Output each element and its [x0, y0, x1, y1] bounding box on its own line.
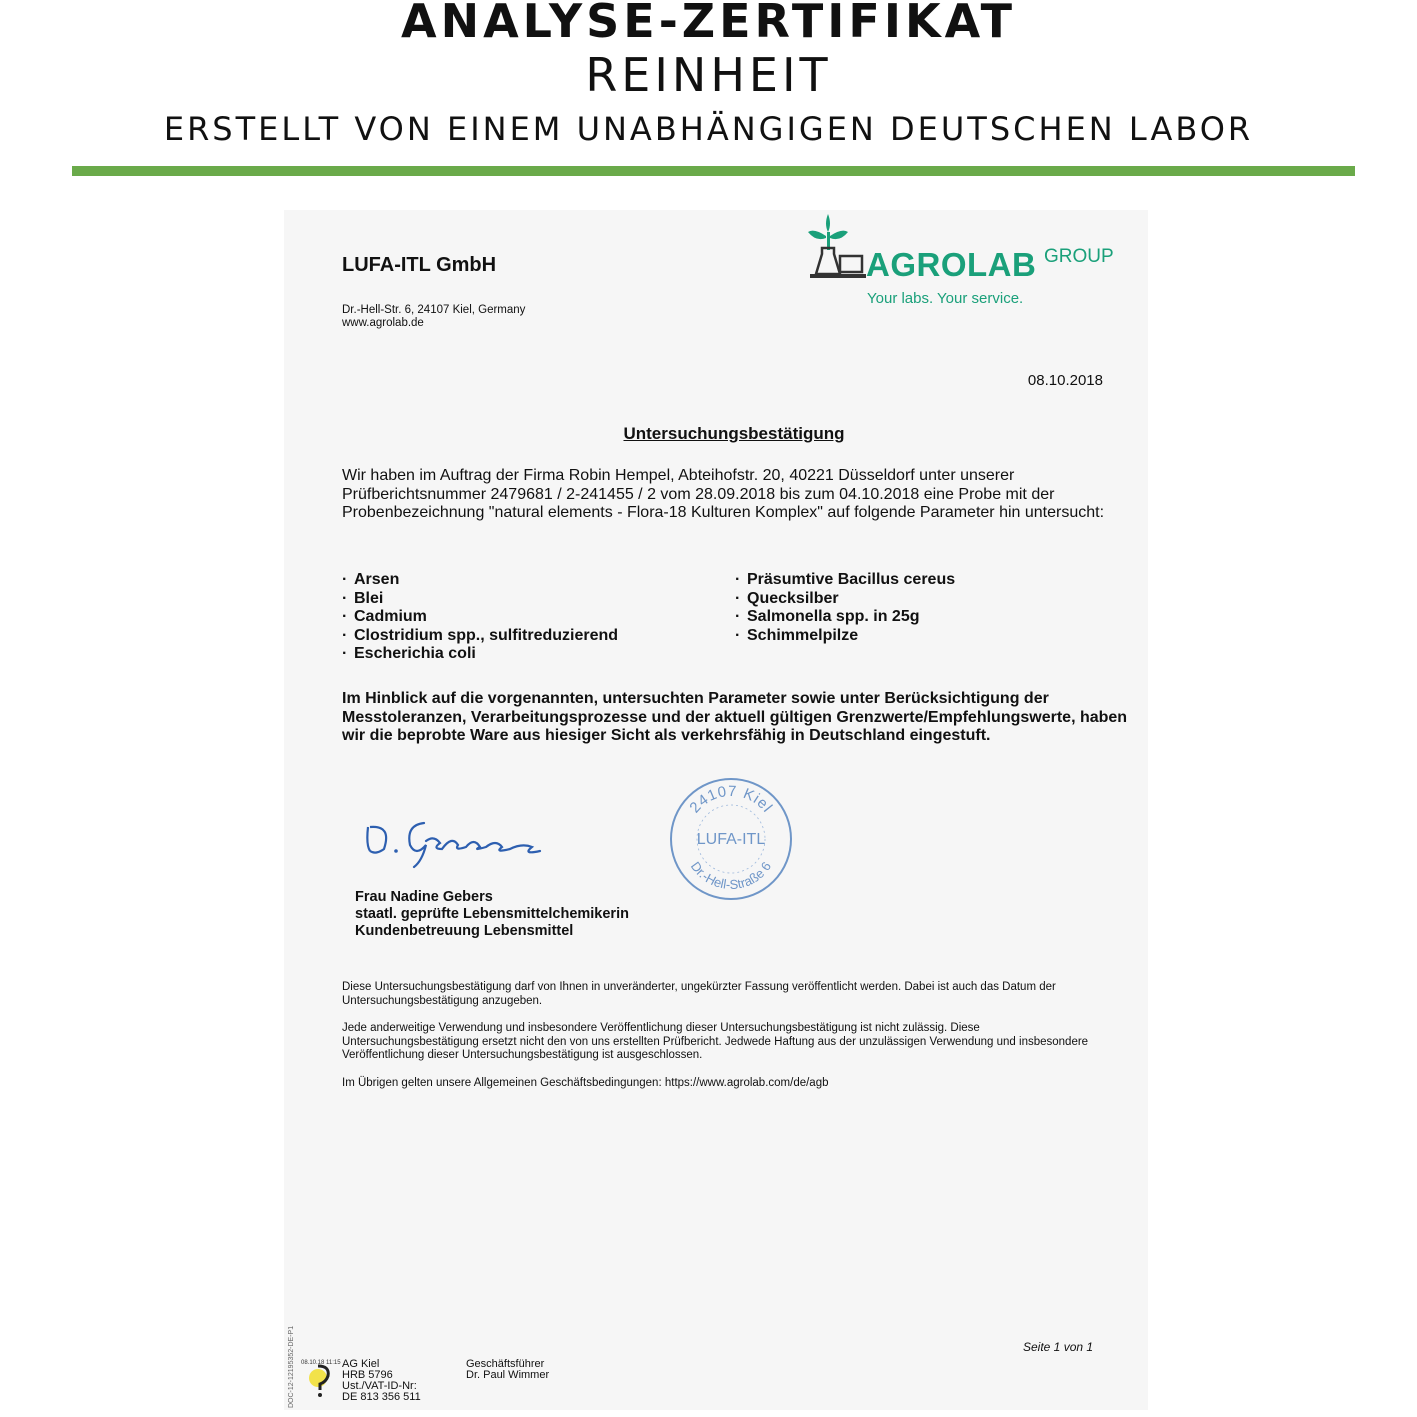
lab-stamp	[668, 776, 794, 902]
parameter-item: · Blei	[342, 590, 618, 609]
svg-text:24107 Kiel: 24107 Kiel	[686, 782, 776, 817]
footer-line: AG Kiel	[342, 1358, 380, 1370]
parameter-item: · Schimmelpilze	[735, 627, 955, 646]
handwritten-signature	[362, 805, 552, 871]
company-website: www.agrolab.de	[342, 317, 424, 329]
svg-text:Dr.-Hell-Straße 6: Dr.-Hell-Straße 6	[687, 858, 775, 893]
agrolab-logo-group: GROUP	[1044, 246, 1114, 267]
letter-verdict: Im Hinblick auf die vorgenannten, untersuchten Parameter sowie unter Berücksichtigung der Messtoleranzen, Verarbeitungsprozesse und der aktuell gültigen Grenzwerte/Empfehlungswerte, haben wir die beprobte Ware aus hiesiger Sicht als verkehrsfähig in Deutschland eingestuft.	[342, 690, 1128, 745]
lab-letter	[284, 210, 1148, 1410]
parameter-item: · Arsen	[342, 571, 618, 590]
footer-line: HRB 5796	[342, 1369, 393, 1381]
svg-text:LUFA-ITL: LUFA-ITL	[696, 831, 766, 848]
company-name: LUFA-ITL GmbH	[342, 254, 497, 276]
signer-name: Frau Nadine Gebers	[355, 889, 493, 905]
parameter-list-left	[342, 571, 618, 664]
agrolab-logo-name: AGROLAB	[866, 246, 1037, 283]
fine-print-publication: Diese Untersuchungsbestätigung darf von Ihnen in unveränderter, ungekürzter Fassung veröffentlicht werden. Dabei ist auch das Datum der Untersuchungsbestätigung anzugeben.	[342, 981, 1056, 1007]
agrolab-logo-icon	[804, 210, 866, 284]
signer-department: Kundenbetreuung Lebensmittel	[355, 923, 574, 939]
parameter-list-right	[735, 571, 955, 645]
document-code: DOC-12-12195352-DE-P1	[288, 1325, 295, 1408]
company-address: Dr.-Hell-Str. 6, 24107 Kiel, Germany	[342, 304, 526, 316]
parameter-item: · Clostridium spp., sulfitreduzierend	[342, 627, 618, 646]
footer-print-time: 08.10.18 11:15	[301, 1360, 341, 1366]
company-address-block	[342, 304, 525, 330]
footer-registration	[342, 1359, 421, 1403]
letter-title: Untersuchungsbestätigung	[623, 424, 845, 443]
footer-line: DE 813 356 511	[342, 1391, 421, 1403]
parameter-item: · Escherichia coli	[342, 645, 618, 664]
signer-role: staatl. geprüfte Lebensmittelchemikerin	[355, 906, 629, 922]
parameter-item: · Präsumtive Bacillus cereus	[735, 571, 955, 590]
footer-line: Geschäftsführer	[466, 1358, 545, 1370]
footer-management	[466, 1359, 549, 1381]
agrolab-logo-tagline: Your labs. Your service.	[867, 290, 1024, 307]
certificate-lab-line: ERSTELLT VON EINEM UNABHÄNGIGEN DEUTSCHEN LABOR	[163, 110, 1254, 148]
parameter-item: · Quecksilber	[735, 590, 955, 609]
footer-line: Dr. Paul Wimmer	[466, 1369, 550, 1381]
letter-intro: Wir haben im Auftrag der Firma Robin Hempel, Abteihofstr. 20, 40221 Düsseldorf unter unserer Prüfberichtsnummer 2479681 / 2-241455 / 2 vom 28.09.2018 bis zum 04.10.2018 eine Probe mit der Probenbezeichnung "natural elements - Flora-18 Kulturen Komplex" auf folgende Parameter hin untersucht:	[342, 467, 1105, 522]
certificate-title: ANALYSE-ZERTIFIKAT	[400, 0, 1016, 48]
letter-date: 08.10.2018	[1027, 372, 1103, 389]
fine-print-restriction: Jede anderweitige Verwendung und insbesondere Veröffentlichung dieser Untersuchungsbestätigung ist nicht zulässig. Diese Untersuchungsbestätigung ersetzt nicht den von uns erstellten Prüfbericht. Jedwede Haftung aus der unzulässigen Verwendung und insbesondere Veröffentlichung dieser Untersuchungsbestätigung ist ausgeschlossen.	[342, 1022, 1089, 1062]
parameter-item: · Salmonella spp. in 25g	[735, 608, 955, 627]
footer-line: Ust./VAT-ID-Nr:	[342, 1380, 417, 1392]
green-divider	[72, 166, 1355, 176]
page-number: Seite 1 von 1	[1023, 1340, 1094, 1354]
fine-print-terms: Im Übrigen gelten unsere Allgemeinen Geschäftsbedingungen: https://www.agrolab.com/de/agb	[342, 1077, 829, 1089]
certificate-subtitle: REINHEIT	[585, 48, 832, 102]
signer-block	[355, 889, 629, 940]
parameter-item: · Cadmium	[342, 608, 618, 627]
